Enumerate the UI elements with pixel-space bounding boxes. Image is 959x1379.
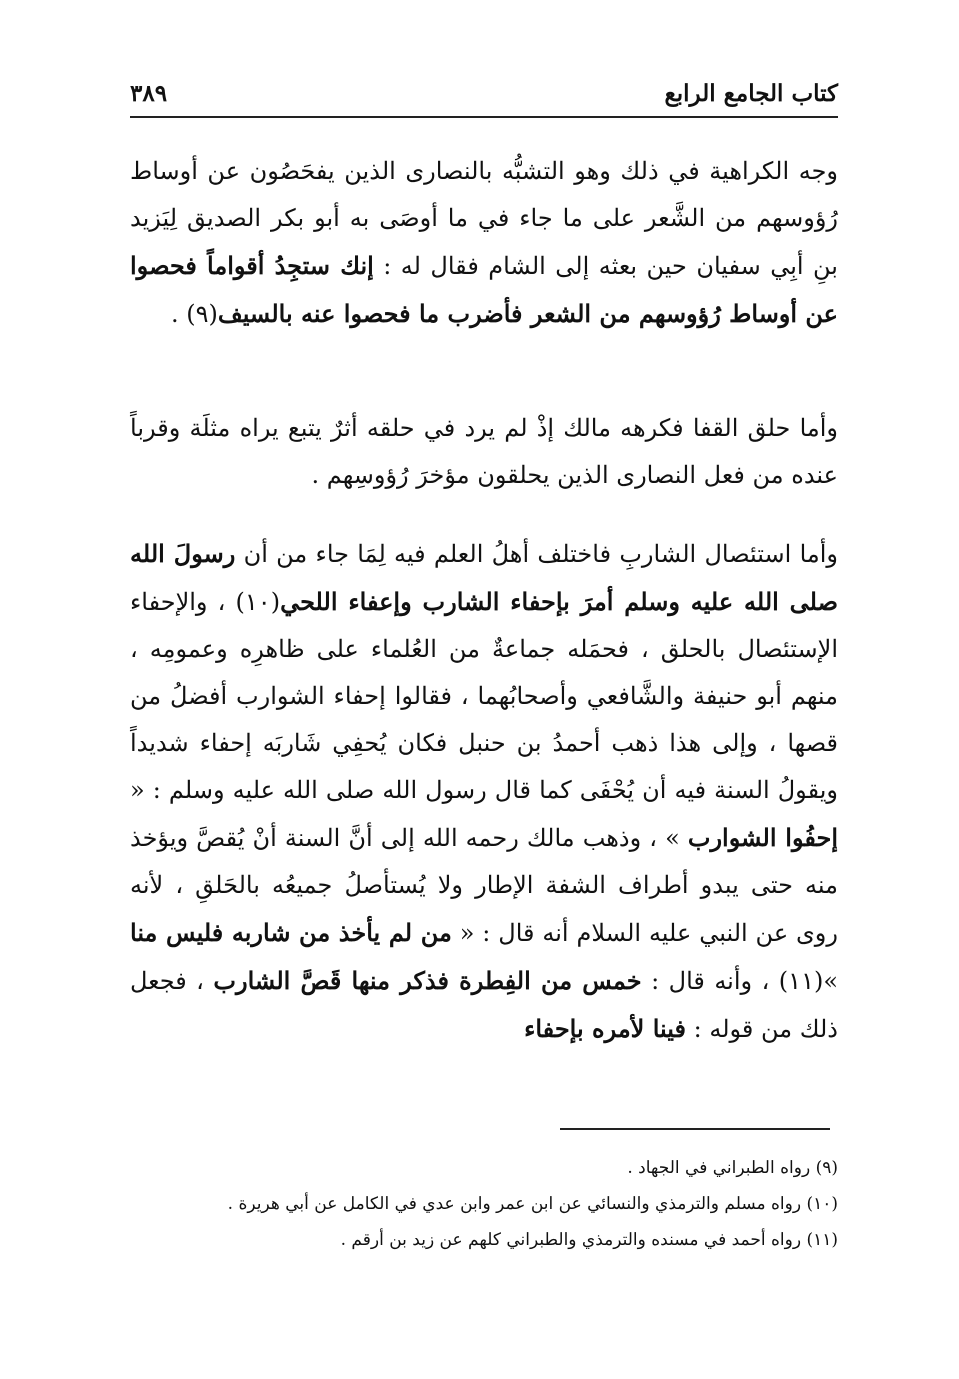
page-header: [130, 78, 838, 118]
paragraph-3-text: [130, 530, 838, 1053]
paragraph-3-plain-5: ، فجعل ذلك من قوله :: [130, 967, 838, 1043]
paragraph-1: [130, 148, 838, 338]
paragraph-3-hadith-2: إحفُوا الشوارب: [687, 823, 838, 852]
paragraph-1-plain-2: (٩) .: [170, 300, 218, 328]
footnote-separator: [560, 1128, 830, 1130]
paragraph-1-quote: إنك ستجِدُ أقواماً فحصوا عن أوساط رُؤوسهم من الشعر فأضرب ما فحصوا عنه بالسيف: [130, 251, 838, 328]
paragraph-3-plain-2: (١٠) ، والإحفاء الإستئصال بالحلق ، فحمَله جماعةٌ من العُلماء على ظاهرِه وعمومِه ، منهم أبو حنيفة والشَّافعي وأصحابُهما ، فقالوا إحفاء الشوارب أفضلُ من قصها ، وإلى هذا ذهب أحمدُ بن حنبل فكان يُحفِي شَاربَه إحفاء شديداً ويقولُ السنة فيه أن يُحْفَى كما قال رسول الله صلى الله عليه وسلم : «: [130, 588, 838, 804]
paragraph-3-hadith-5: فينا لأمره بإحفاء: [524, 1014, 686, 1043]
footnote-9: (٩) رواه الطبراني في الجهاد .: [627, 1158, 838, 1178]
header-rule: [130, 116, 838, 118]
paragraph-3-hadith-3: من لم يأخذ من شاربه فليس منا: [130, 918, 452, 947]
footnote-10: (١٠) رواه مسلم والترمذي والنسائي عن ابن عمر وابن عدي في الكامل عن أبي هريرة .: [227, 1194, 838, 1214]
paragraph-3-plain-4: »(١١) ، وأنه قال :: [641, 967, 838, 995]
paragraph-1-text: [130, 148, 838, 338]
paragraph-2: [130, 405, 838, 499]
page-number: ٣٨٩: [130, 80, 168, 107]
paragraph-2-text: وأما حلق القفا فكرهه مالك إذْ لم يرد في حلقه أثرٌ يتبع يراه مثلَة وقرباً عنده من فعل النصارى الذين يحلقون مؤخرَ رُؤوسِهم .: [130, 414, 838, 489]
paragraph-3-hadith-4: خمس من الفِطرة فذكر منها قَصَّ الشارب: [213, 966, 642, 995]
running-title: كتاب الجامع الرابع: [664, 80, 838, 107]
footnote-11: (١١) رواه أحمد في مسنده والترمذي والطبراني كلهم عن زيد بن أرقم .: [340, 1230, 838, 1250]
footnotes: [130, 1150, 838, 1258]
paragraph-3: [130, 530, 838, 1053]
paragraph-3-plain-3: » ، وذهب مالك رحمه الله إلى أنَّ السنة أنْ يُقصَّ ويؤخذ منه حتى يبدو أطراف الشفة الإطار ولا يُستأصلُ جميعُه بالحَلقِ ، لأنه روى عن النبي عليه السلام أنه قال : «: [130, 824, 838, 947]
paragraph-3-hadith-1: رسولَ الله صلى الله عليه وسلم أمرَ بإحفاء الشارب وإعفاء اللحي: [130, 539, 839, 616]
paragraph-1-plain-1: وجه الكراهية في ذلك وهو التشبُّه بالنصارى الذين يفحَصُون عن أوساط رُؤوسهم من الشَّعر على ما جاء في ما أوصَى به أبو بكر الصديق لِيَزيد بنِ أبِي سفيان حين بعثه إلى الشام فقال له :: [130, 157, 838, 280]
paragraph-3-plain-1: وأما استئصال الشاربِ فاختلف أهلُ العلم فيه لِمَا جاء من أن: [235, 540, 838, 568]
